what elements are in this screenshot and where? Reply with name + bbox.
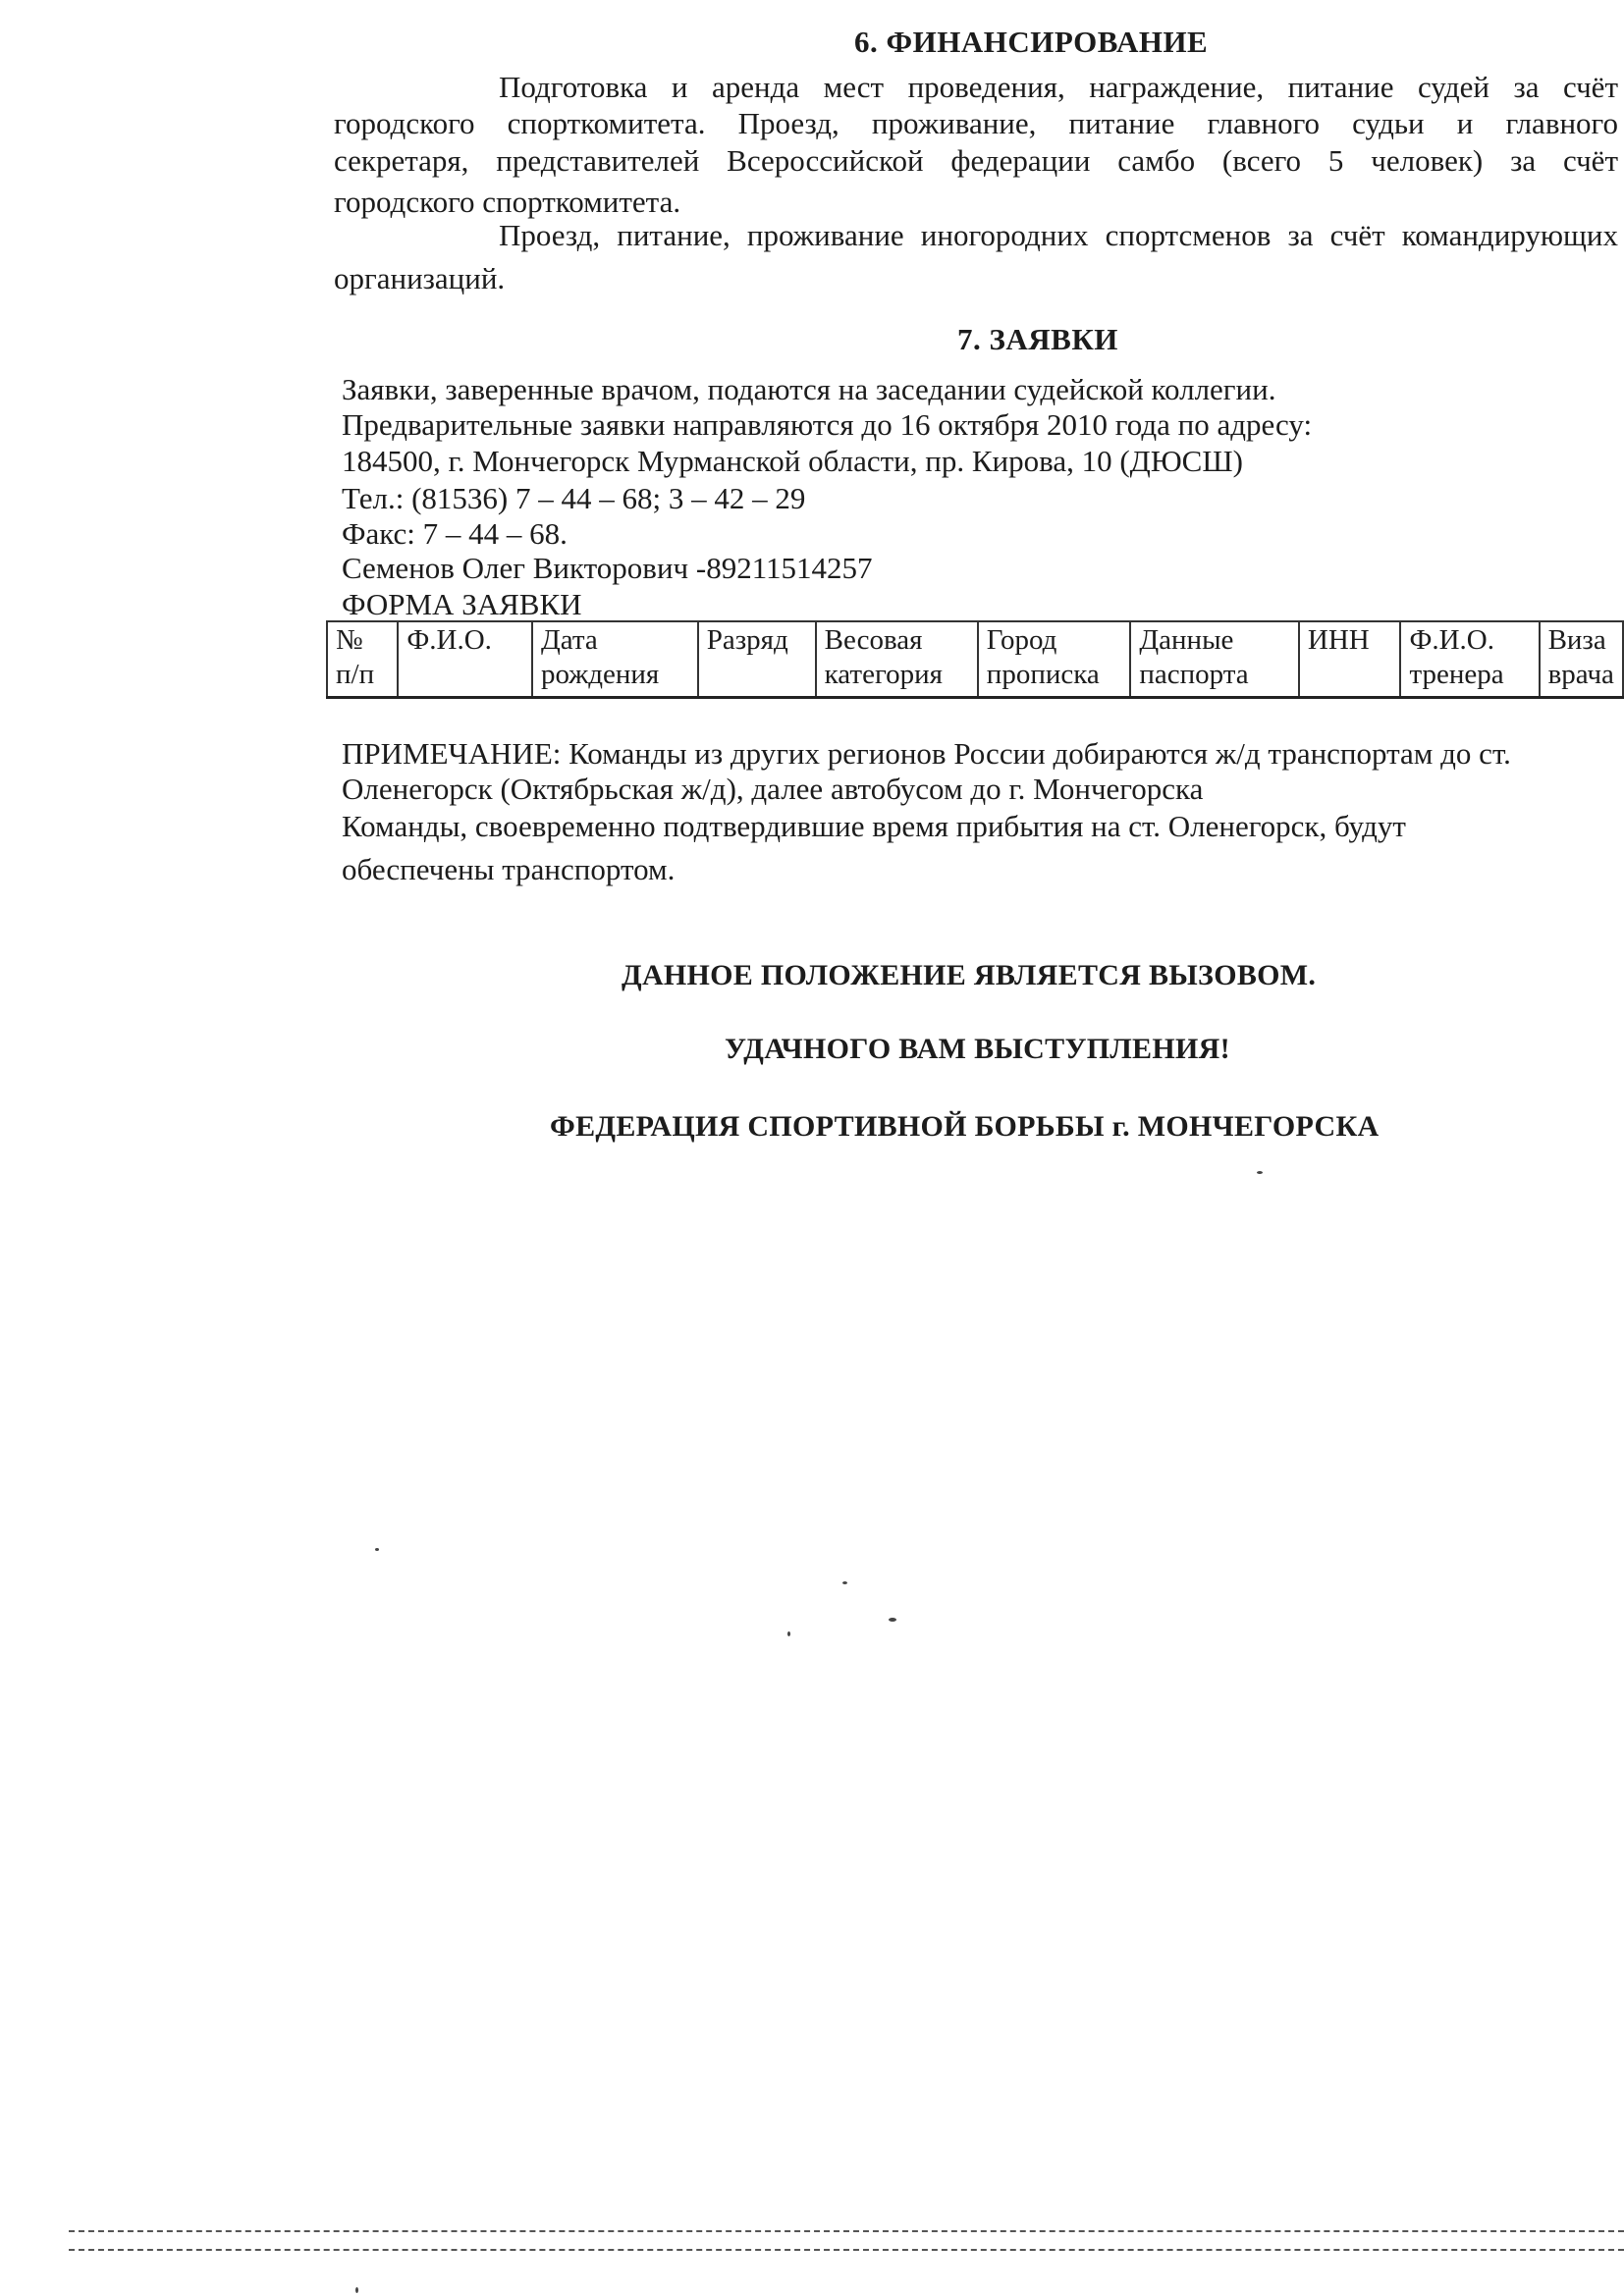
header-line-1: № xyxy=(336,624,363,656)
application-form-table xyxy=(326,620,1624,699)
note-line-4: обеспечены транспортом. xyxy=(342,852,676,886)
header-line-2: категория xyxy=(824,659,944,691)
section-6-line-4: городского спорткомитета. xyxy=(334,185,681,219)
section-6-heading: 6. ФИНАНСИРОВАНИЕ xyxy=(854,25,1209,59)
header-line-2: п/п xyxy=(336,659,375,691)
table-header-cell xyxy=(1299,621,1401,698)
section-6-line-6: организаций. xyxy=(334,261,506,295)
header-line-1: Ф.И.О. xyxy=(1409,624,1494,656)
table-header-cell xyxy=(327,621,398,698)
header-line-1: Город xyxy=(986,624,1057,656)
header-line-2: врача xyxy=(1547,659,1614,691)
header-line-1: Данные xyxy=(1139,624,1234,656)
header-line-1: Дата xyxy=(540,624,598,656)
section-6-line-5: Проезд, питание, проживание иногородних спортсменов за счёт командирующих xyxy=(499,218,1618,252)
challenge-statement: ДАННОЕ ПОЛОЖЕНИЕ ЯВЛЯЕТСЯ ВЫЗОВОМ. xyxy=(622,959,1317,991)
header-line-2: тренера xyxy=(1409,659,1504,691)
section-7-line-2: Предварительные заявки направляются до 16 октября 2010 года по адресу: xyxy=(342,407,1313,442)
header-line-1: ИНН xyxy=(1307,624,1370,656)
scan-speck xyxy=(889,1618,896,1622)
section-7-heading: 7. ЗАЯВКИ xyxy=(957,322,1118,356)
section-7-line-5: Факс: 7 – 44 – 68. xyxy=(342,516,568,551)
section-7-line-4: Тел.: (81536) 7 – 44 – 68; 3 – 42 – 29 xyxy=(342,481,806,515)
federation-signature: ФЕДЕРАЦИЯ СПОРТИВНОЙ БОРЬБЫ г. МОНЧЕГОРСКА xyxy=(550,1110,1380,1143)
scan-speck xyxy=(842,1581,847,1584)
scan-speck xyxy=(1257,1171,1263,1174)
note-line-3: Команды, своевременно подтвердившие время прибытия на ст. Оленегорск, будут xyxy=(342,809,1406,843)
header-line-2: паспорта xyxy=(1139,659,1249,691)
scan-speck xyxy=(355,2287,358,2293)
header-line-1: Разряд xyxy=(706,624,788,656)
table-header-cell xyxy=(698,621,816,698)
header-line-1: Ф.И.О. xyxy=(406,624,492,656)
table-header-cell xyxy=(398,621,532,698)
note-line-1: ПРИМЕЧАНИЕ: Команды из других регионов России добираются ж/д транспортам до ст. xyxy=(342,736,1511,771)
header-line-1: Весовая xyxy=(824,624,923,656)
form-title: ФОРМА ЗАЯВКИ xyxy=(342,587,582,621)
section-7-line-6: Семенов Олег Викторович -89211514257 xyxy=(342,551,873,585)
good-luck-wish: УДАЧНОГО ВАМ ВЫСТУПЛЕНИЯ! xyxy=(725,1033,1230,1065)
dashed-divider-1 xyxy=(69,2230,1624,2232)
table-header-cell xyxy=(978,621,1131,698)
header-line-1: Виза xyxy=(1547,624,1606,656)
section-7-line-1: Заявки, заверенные врачом, подаются на заседании судейской коллегии. xyxy=(342,372,1276,406)
table-header-cell xyxy=(532,621,698,698)
table-header-cell xyxy=(1400,621,1539,698)
section-6-line-2: городского спорткомитета. Проезд, проживание, питание главного судьи и главного xyxy=(334,106,1618,140)
section-6-line-3: секретаря, представителей Всероссийской федерации самбо (всего 5 человек) за счёт xyxy=(334,143,1618,178)
section-6-line-1: Подготовка и аренда мест проведения, награждение, питание судей за счёт xyxy=(499,70,1618,104)
header-line-2: прописка xyxy=(986,659,1100,691)
dashed-divider-2 xyxy=(69,2249,1624,2251)
table-header-cell xyxy=(1540,621,1623,698)
table-header-row xyxy=(327,621,1623,698)
note-line-2: Оленегорск (Октябрьская ж/д), далее автобусом до г. Мончегорска xyxy=(342,772,1204,806)
table-header-cell xyxy=(816,621,978,698)
section-7-line-3: 184500, г. Мончегорск Мурманской области, пр. Кирова, 10 (ДЮСШ) xyxy=(342,444,1243,478)
scan-speck xyxy=(375,1548,379,1551)
header-line-2: рождения xyxy=(540,659,660,691)
table-header-cell xyxy=(1130,621,1299,698)
scan-speck xyxy=(787,1631,790,1636)
